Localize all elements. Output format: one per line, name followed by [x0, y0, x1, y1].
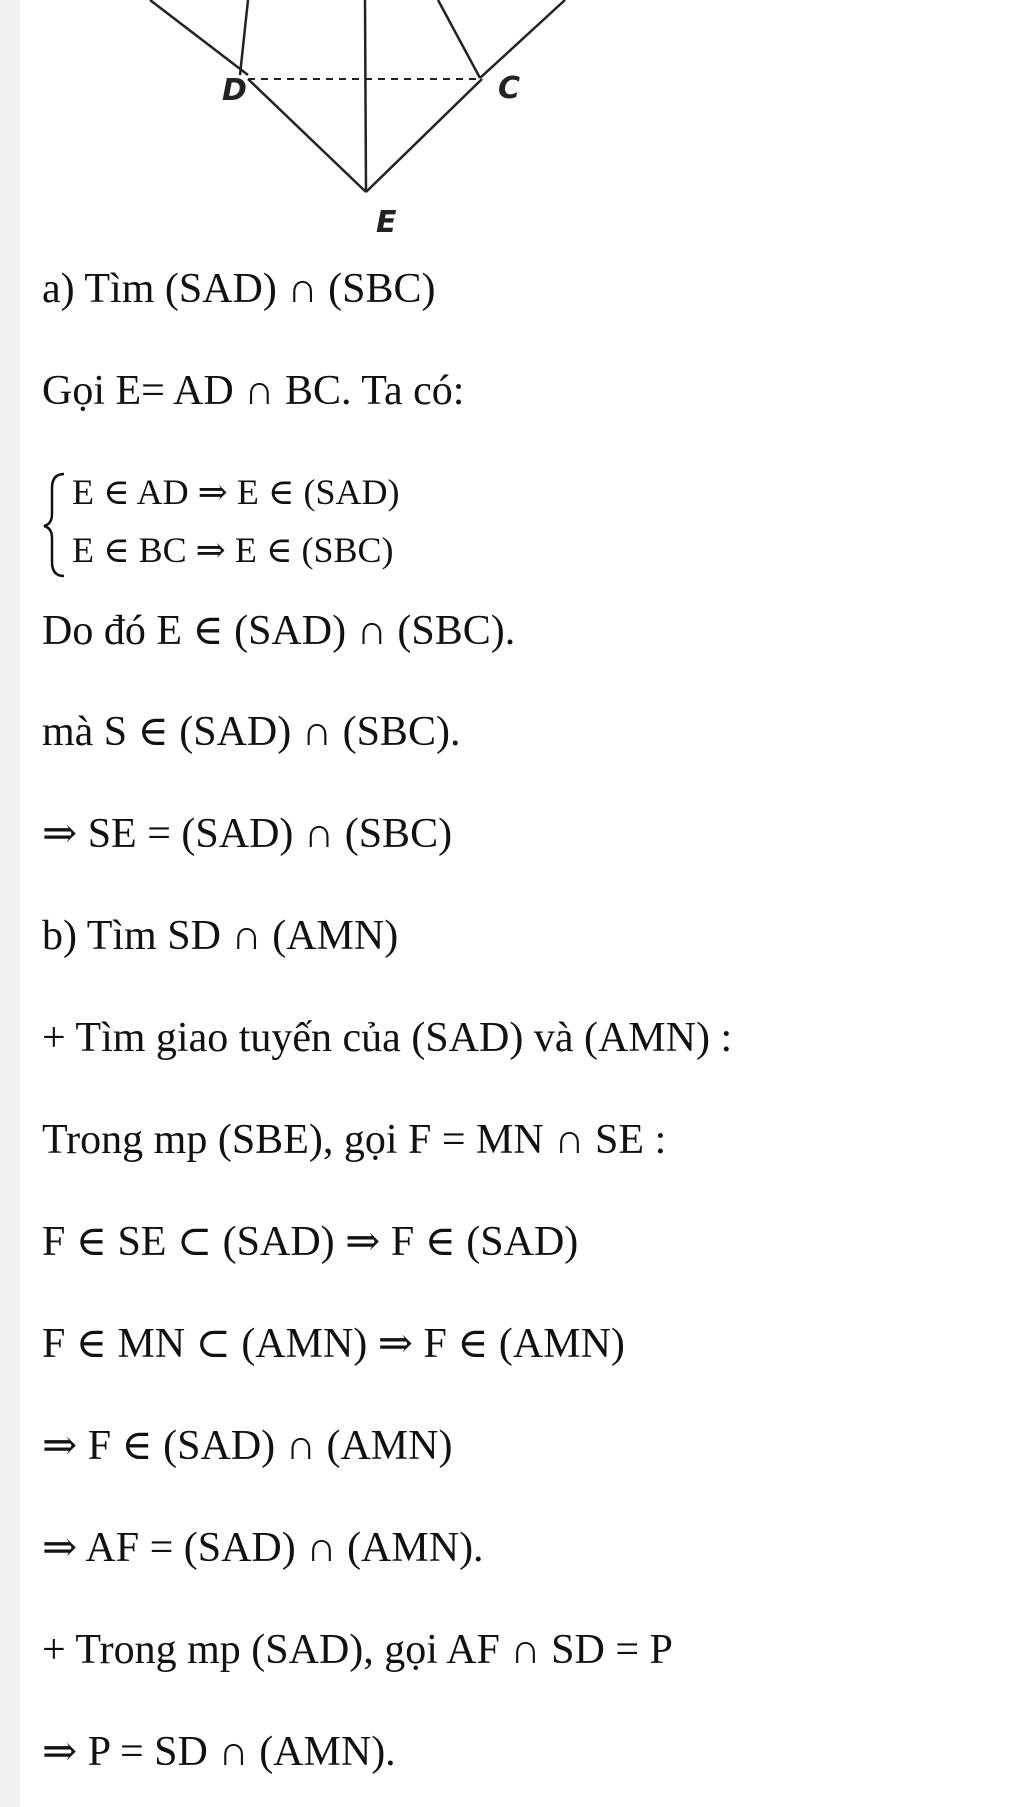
left-brace-icon [42, 470, 68, 580]
text-line-2: Gọi E= AD ∩ BC. Ta có: [42, 368, 465, 414]
system-line-1: E ∈ AD ⇒ E ∈ (SAD) [72, 472, 400, 512]
text-line-13: + Trong mp (SAD), gọi AF ∩ SD = P [42, 1627, 673, 1673]
text-line-14: ⇒ P = SD ∩ (AMN). [42, 1729, 396, 1775]
equation-system [42, 470, 642, 580]
text-line-11: ⇒ F ∈ (SAD) ∩ (AMN) [42, 1423, 453, 1469]
text-line-9: F ∈ SE ⊂ (SAD) ⇒ F ∈ (SAD) [42, 1219, 579, 1265]
label-d: D [222, 73, 247, 108]
label-c: C [498, 71, 521, 106]
text-line-5: ⇒ SE = (SAD) ∩ (SBC) [42, 811, 453, 857]
text-line-4: mà S ∈ (SAD) ∩ (SBC). [42, 709, 461, 755]
system-line-2: E ∈ BC ⇒ E ∈ (SBC) [72, 530, 394, 570]
edge-line [240, 0, 248, 75]
text-line-3: Do đó E ∈ (SAD) ∩ (SBC). [42, 608, 516, 654]
text-line-6: b) Tìm SD ∩ (AMN) [42, 913, 399, 959]
edge-line [438, 0, 480, 78]
geometry-figure [20, 0, 1024, 250]
text-line-8: Trong mp (SBE), gọi F = MN ∩ SE : [42, 1117, 667, 1163]
text-line-1: a) Tìm (SAD) ∩ (SBC) [42, 266, 436, 312]
text-line-7: + Tìm giao tuyến của (SAD) và (AMN) : [42, 1015, 733, 1061]
edge-ce-line [366, 79, 482, 192]
edge-de-line [248, 79, 366, 192]
edge-line [365, 0, 366, 192]
document-page [20, 0, 1024, 1807]
text-line-12: ⇒ AF = (SAD) ∩ (AMN). [42, 1525, 484, 1571]
label-e: E [376, 205, 397, 240]
edge-line [150, 0, 248, 75]
pyramid-diagram [20, 0, 1024, 250]
text-line-10: F ∈ MN ⊂ (AMN) ⇒ F ∈ (AMN) [42, 1321, 625, 1367]
edge-line [480, 0, 565, 78]
